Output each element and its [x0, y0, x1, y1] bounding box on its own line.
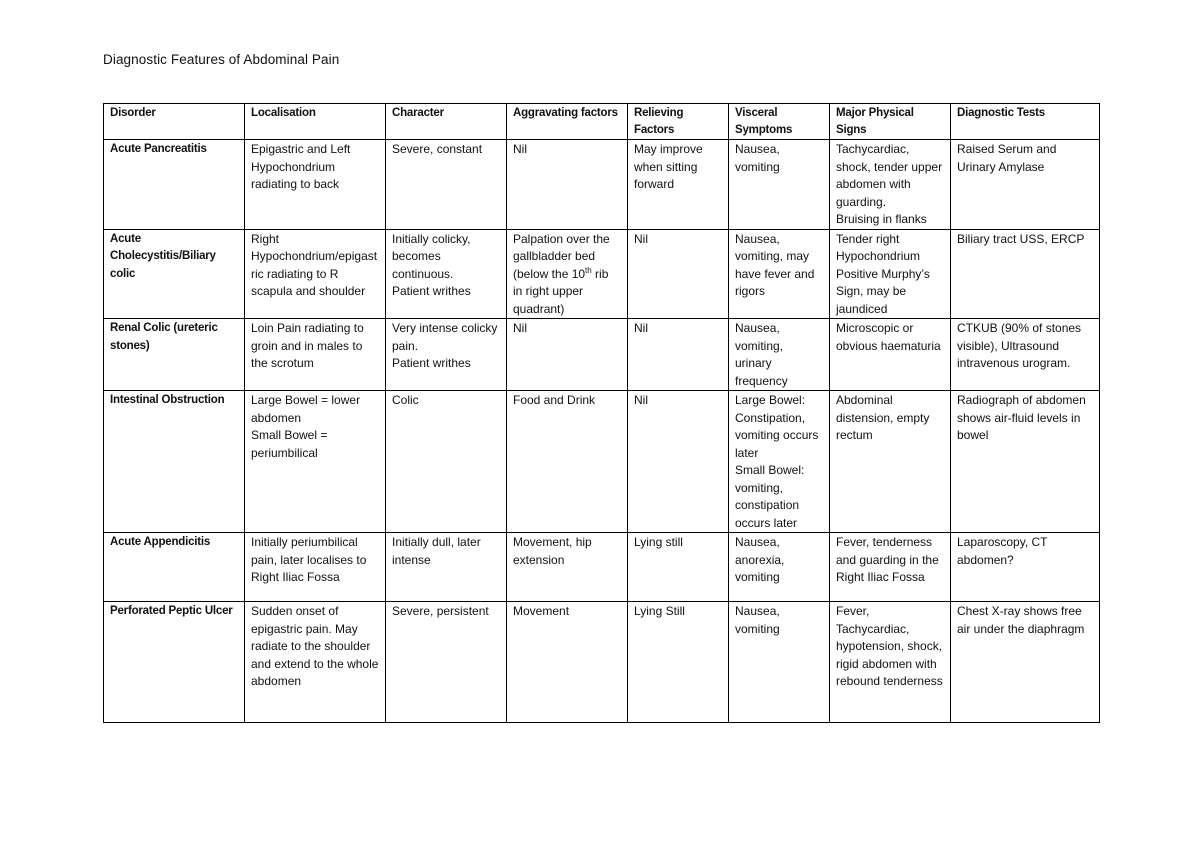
cell-text: Nil	[513, 142, 527, 156]
aggravating-cell	[507, 229, 628, 319]
visceral-cell	[729, 602, 830, 723]
cell-text: Loin Pain radiating to groin and in males to the scrotum	[251, 321, 364, 370]
cell-text: Tender right Hypochondrium	[836, 231, 921, 263]
signs-cell	[830, 319, 951, 391]
cell-text: rib in right upper quadrant)	[513, 266, 609, 316]
cell-text: Palpation over the gallbladder bed (below the 10	[513, 231, 610, 281]
localisation-cell	[245, 319, 386, 391]
table-row	[104, 140, 1100, 230]
table-row	[104, 229, 1100, 319]
cell-text: Small Bowel = periumbilical	[251, 428, 328, 460]
tests-cell	[951, 391, 1100, 533]
localisation-cell	[245, 391, 386, 533]
cell-text: Food and Drink	[513, 393, 596, 407]
column-header-character: Character	[386, 104, 507, 140]
relieving-cell	[628, 602, 729, 723]
disorder-cell: Acute Pancreatitis	[104, 140, 245, 230]
signs-cell	[830, 533, 951, 602]
table-header-row	[104, 104, 1100, 140]
cell-text: Abdominal distension, empty rectum	[836, 393, 930, 442]
cell-text: Severe, constant	[392, 142, 483, 156]
aggravating-cell	[507, 140, 628, 230]
character-cell	[386, 140, 507, 230]
table-row	[104, 533, 1100, 602]
column-header-localisation: Localisation	[245, 104, 386, 140]
tests-cell	[951, 602, 1100, 723]
cell-text: Nil	[634, 393, 648, 407]
document-title: Diagnostic Features of Abdominal Pain	[103, 52, 340, 67]
cell-text: Movement, hip extension	[513, 535, 592, 567]
column-header-signs: Major Physical Signs	[830, 104, 951, 140]
cell-text: Biliary tract USS, ERCP	[957, 231, 1085, 246]
relieving-cell	[628, 229, 729, 319]
signs-cell	[830, 391, 951, 533]
cell-text: Radiograph of abdomen shows air-fluid levels in bowel	[957, 393, 1086, 442]
aggravating-cell	[507, 602, 628, 723]
tests-cell	[951, 229, 1100, 319]
relieving-cell	[628, 140, 729, 230]
cell-text: Patient writhes	[392, 284, 471, 298]
cell-text: Nausea, vomiting, urinary frequency	[735, 321, 788, 388]
character-cell	[386, 602, 507, 723]
table-row	[104, 319, 1100, 391]
visceral-cell	[729, 229, 830, 319]
signs-cell	[830, 140, 951, 230]
cell-text: Positive Murphy’s Sign, may be jaundiced	[836, 266, 930, 316]
visceral-cell	[729, 140, 830, 230]
cell-text: Microscopic or obvious haematuria	[836, 321, 941, 353]
column-header-relieving: Relieving Factors	[628, 104, 729, 140]
cell-text: Initially dull, later intense	[392, 535, 481, 567]
relieving-cell	[628, 319, 729, 391]
cell-text: Lying Still	[634, 604, 685, 618]
relieving-cell	[628, 391, 729, 533]
cell-text: Colic	[392, 393, 419, 407]
aggravating-cell	[507, 319, 628, 391]
character-cell	[386, 391, 507, 533]
cell-text: Movement	[513, 604, 570, 618]
tests-cell	[951, 140, 1100, 230]
localisation-cell	[245, 229, 386, 319]
aggravating-cell	[507, 391, 628, 533]
table-row	[104, 602, 1100, 723]
cell-text: Fever, Tachycardiac, hypotension, shock, rigid abdomen with rebound tenderness	[836, 604, 943, 688]
cell-text: Nausea, anorexia, vomiting	[735, 535, 785, 584]
disorder-cell: Acute Cholecystitis/Biliary colic	[104, 229, 245, 319]
cell-text: Initially periumbilical pain, later localises to Right Iliac Fossa	[251, 535, 367, 584]
cell-text: Chest X-ray shows free air under the diaphragm	[957, 604, 1085, 636]
cell-text: Small Bowel: vomiting, constipation occurs later	[735, 463, 805, 530]
column-header-visceral: Visceral Symptoms	[729, 104, 830, 140]
cell-text: Severe, persistent	[392, 604, 489, 618]
disorder-cell: Acute Appendicitis	[104, 533, 245, 602]
visceral-cell	[729, 319, 830, 391]
localisation-cell	[245, 533, 386, 602]
cell-text: Bruising in flanks	[836, 212, 927, 226]
cell-text: Initially colicky, becomes continuous.	[392, 231, 471, 281]
cell-text: Very intense colicky pain.	[392, 321, 498, 353]
localisation-cell	[245, 602, 386, 723]
aggravating-cell	[507, 533, 628, 602]
cell-text: Right Hypochondrium/epigastric radiating to R scapula and shoulder	[251, 231, 378, 298]
cell-text: May improve when sitting forward	[634, 142, 703, 191]
table-row	[104, 391, 1100, 533]
disorder-cell: Intestinal Obstruction	[104, 391, 245, 533]
cell-text: Nil	[634, 321, 648, 335]
cell-text: Nil	[513, 321, 527, 335]
cell-text: Fever, tenderness and guarding in the Right Iliac Fossa	[836, 535, 939, 584]
cell-text: Nausea, vomiting	[735, 604, 780, 636]
cell-text: Large Bowel = lower abdomen	[251, 393, 361, 425]
cell-text: Sudden onset of epigastric pain. May radiate to the shoulder and extend to the whole abdomen	[251, 604, 379, 688]
column-header-tests: Diagnostic Tests	[951, 104, 1100, 140]
character-cell	[386, 533, 507, 602]
tests-cell	[951, 533, 1100, 602]
cell-text: Tachycardiac, shock, tender upper abdomen with guarding.	[836, 142, 943, 209]
diagnostic-features-table	[103, 103, 1100, 723]
disorder-cell: Renal Colic (ureteric stones)	[104, 319, 245, 391]
cell-text: Nil	[634, 231, 648, 246]
cell-text: Nausea, vomiting, may have fever and rigors	[735, 231, 815, 298]
column-header-aggravating: Aggravating factors	[507, 104, 628, 140]
character-cell	[386, 319, 507, 391]
cell-text: Large Bowel: Constipation, vomiting occurs later	[735, 393, 819, 460]
signs-cell	[830, 602, 951, 723]
cell-text: Epigastric and Left Hypochondrium radiating to back	[251, 142, 351, 191]
cell-text: Nausea, vomiting	[735, 142, 780, 174]
visceral-cell	[729, 391, 830, 533]
signs-cell	[830, 229, 951, 319]
localisation-cell	[245, 140, 386, 230]
disorder-cell: Perforated Peptic Ulcer	[104, 602, 245, 723]
superscript-text: th	[585, 265, 592, 275]
relieving-cell	[628, 533, 729, 602]
cell-text: Patient writhes	[392, 356, 471, 370]
cell-text: Laparoscopy, CT abdomen?	[957, 535, 1048, 567]
column-header-disorder: Disorder	[104, 104, 245, 140]
character-cell	[386, 229, 507, 319]
tests-cell	[951, 319, 1100, 391]
visceral-cell	[729, 533, 830, 602]
cell-text: Lying still	[634, 535, 683, 549]
cell-text: Raised Serum and Urinary Amylase	[957, 142, 1057, 174]
cell-text: CTKUB (90% of stones visible), Ultrasound intravenous urogram.	[957, 321, 1082, 370]
